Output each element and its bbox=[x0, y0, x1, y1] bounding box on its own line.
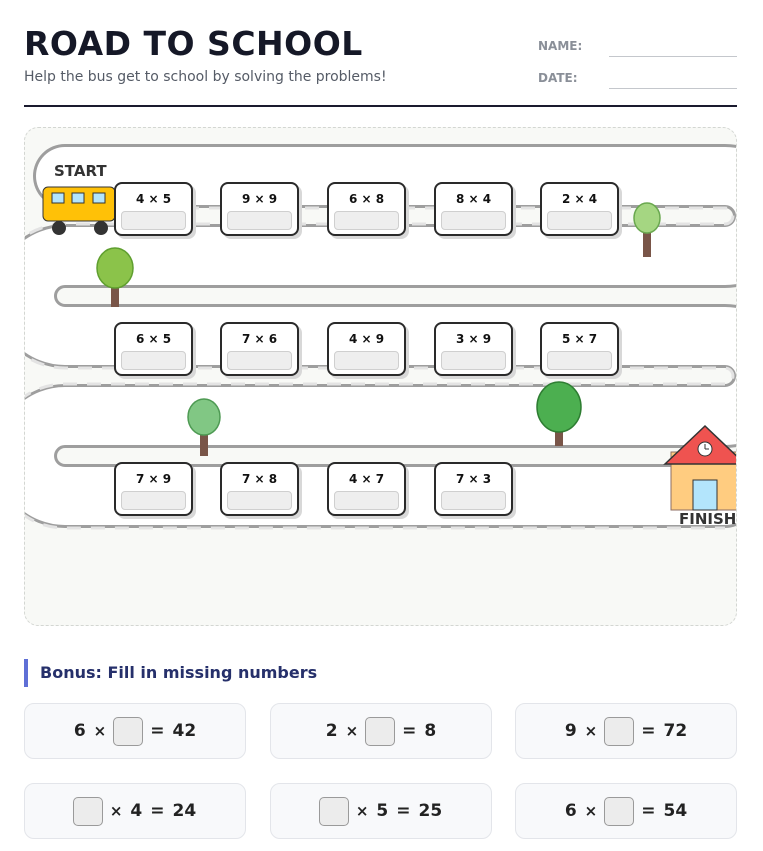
operand-a: 2 bbox=[325, 721, 338, 741]
problem-card bbox=[434, 322, 513, 376]
answer-box[interactable] bbox=[227, 491, 292, 510]
times-sign: × bbox=[109, 802, 123, 820]
answer-box[interactable] bbox=[121, 351, 186, 370]
missing-number-box[interactable] bbox=[604, 797, 634, 826]
equals-sign: = bbox=[396, 801, 411, 821]
result: 72 bbox=[663, 721, 688, 741]
times-sign: × bbox=[93, 722, 107, 740]
problem-card bbox=[220, 462, 299, 516]
bonus-title: Bonus: Fill in missing numbers bbox=[24, 659, 317, 687]
times-sign: × bbox=[355, 802, 369, 820]
name-field[interactable] bbox=[609, 56, 737, 57]
equals-sign: = bbox=[402, 721, 417, 741]
problem-card bbox=[434, 462, 513, 516]
operand-b: 5 bbox=[376, 801, 389, 821]
problem-text: 5 × 7 bbox=[561, 332, 598, 346]
missing-number-box[interactable] bbox=[73, 797, 103, 826]
times-sign: × bbox=[584, 802, 598, 820]
problem-card bbox=[434, 182, 513, 236]
problem-text: 2 × 4 bbox=[561, 192, 598, 206]
problem-card bbox=[327, 322, 406, 376]
operand-a: 6 bbox=[73, 721, 86, 741]
problem-text: 7 × 3 bbox=[455, 472, 492, 486]
start-label: START bbox=[54, 162, 107, 180]
answer-box[interactable] bbox=[121, 491, 186, 510]
problem-card bbox=[114, 322, 193, 376]
name-label: NAME: bbox=[538, 39, 583, 53]
problem-card bbox=[114, 462, 193, 516]
problem-card bbox=[327, 182, 406, 236]
problem-text: 6 × 5 bbox=[135, 332, 172, 346]
operand-b: 4 bbox=[130, 801, 143, 821]
problem-card bbox=[327, 462, 406, 516]
problem-text: 7 × 9 bbox=[135, 472, 172, 486]
missing-number-box[interactable] bbox=[319, 797, 349, 826]
problem-card bbox=[540, 182, 619, 236]
answer-box[interactable] bbox=[547, 211, 612, 230]
operand-a: 9 bbox=[564, 721, 577, 741]
problem-text: 7 × 8 bbox=[241, 472, 278, 486]
bonus-problem bbox=[24, 783, 246, 839]
equals-sign: = bbox=[150, 721, 165, 741]
problem-text: 4 × 7 bbox=[348, 472, 385, 486]
operand-a: 6 bbox=[564, 801, 577, 821]
answer-box[interactable] bbox=[334, 491, 399, 510]
result: 42 bbox=[172, 721, 197, 741]
answer-box[interactable] bbox=[227, 211, 292, 230]
problem-text: 8 × 4 bbox=[455, 192, 492, 206]
result: 25 bbox=[418, 801, 443, 821]
bonus-problem bbox=[515, 703, 737, 759]
times-sign: × bbox=[584, 722, 598, 740]
page-subtitle: Help the bus get to school by solving the problems! bbox=[24, 69, 387, 85]
missing-number-box[interactable] bbox=[113, 717, 143, 746]
answer-box[interactable] bbox=[547, 351, 612, 370]
bonus-problem bbox=[515, 783, 737, 839]
answer-box[interactable] bbox=[334, 211, 399, 230]
answer-box[interactable] bbox=[441, 351, 506, 370]
equals-sign: = bbox=[641, 721, 656, 741]
tree-icon bbox=[97, 248, 133, 307]
equals-sign: = bbox=[641, 801, 656, 821]
problem-text: 7 × 6 bbox=[241, 332, 278, 346]
road-board bbox=[24, 127, 737, 626]
answer-box[interactable] bbox=[227, 351, 292, 370]
bonus-problem bbox=[270, 783, 492, 839]
answer-box[interactable] bbox=[121, 211, 186, 230]
bonus-problem bbox=[270, 703, 492, 759]
missing-number-box[interactable] bbox=[604, 717, 634, 746]
bonus-problem bbox=[24, 703, 246, 759]
date-field[interactable] bbox=[609, 88, 737, 89]
problem-card bbox=[540, 322, 619, 376]
problem-card bbox=[220, 322, 299, 376]
times-sign: × bbox=[345, 722, 359, 740]
page-title: ROAD TO SCHOOL bbox=[24, 24, 363, 63]
problem-card bbox=[220, 182, 299, 236]
answer-box[interactable] bbox=[441, 491, 506, 510]
result: 54 bbox=[663, 801, 688, 821]
problem-card bbox=[114, 182, 193, 236]
finish-label: FINISH bbox=[679, 510, 737, 528]
missing-number-box[interactable] bbox=[365, 717, 395, 746]
answer-box[interactable] bbox=[441, 211, 506, 230]
date-label: DATE: bbox=[538, 71, 578, 85]
result: 8 bbox=[424, 721, 437, 741]
problem-text: 4 × 9 bbox=[348, 332, 385, 346]
problem-text: 9 × 9 bbox=[241, 192, 278, 206]
problem-text: 4 × 5 bbox=[135, 192, 172, 206]
result: 24 bbox=[172, 801, 197, 821]
equals-sign: = bbox=[150, 801, 165, 821]
problem-text: 3 × 9 bbox=[455, 332, 492, 346]
worksheet-header bbox=[24, 24, 737, 107]
answer-box[interactable] bbox=[334, 351, 399, 370]
problem-text: 6 × 8 bbox=[348, 192, 385, 206]
